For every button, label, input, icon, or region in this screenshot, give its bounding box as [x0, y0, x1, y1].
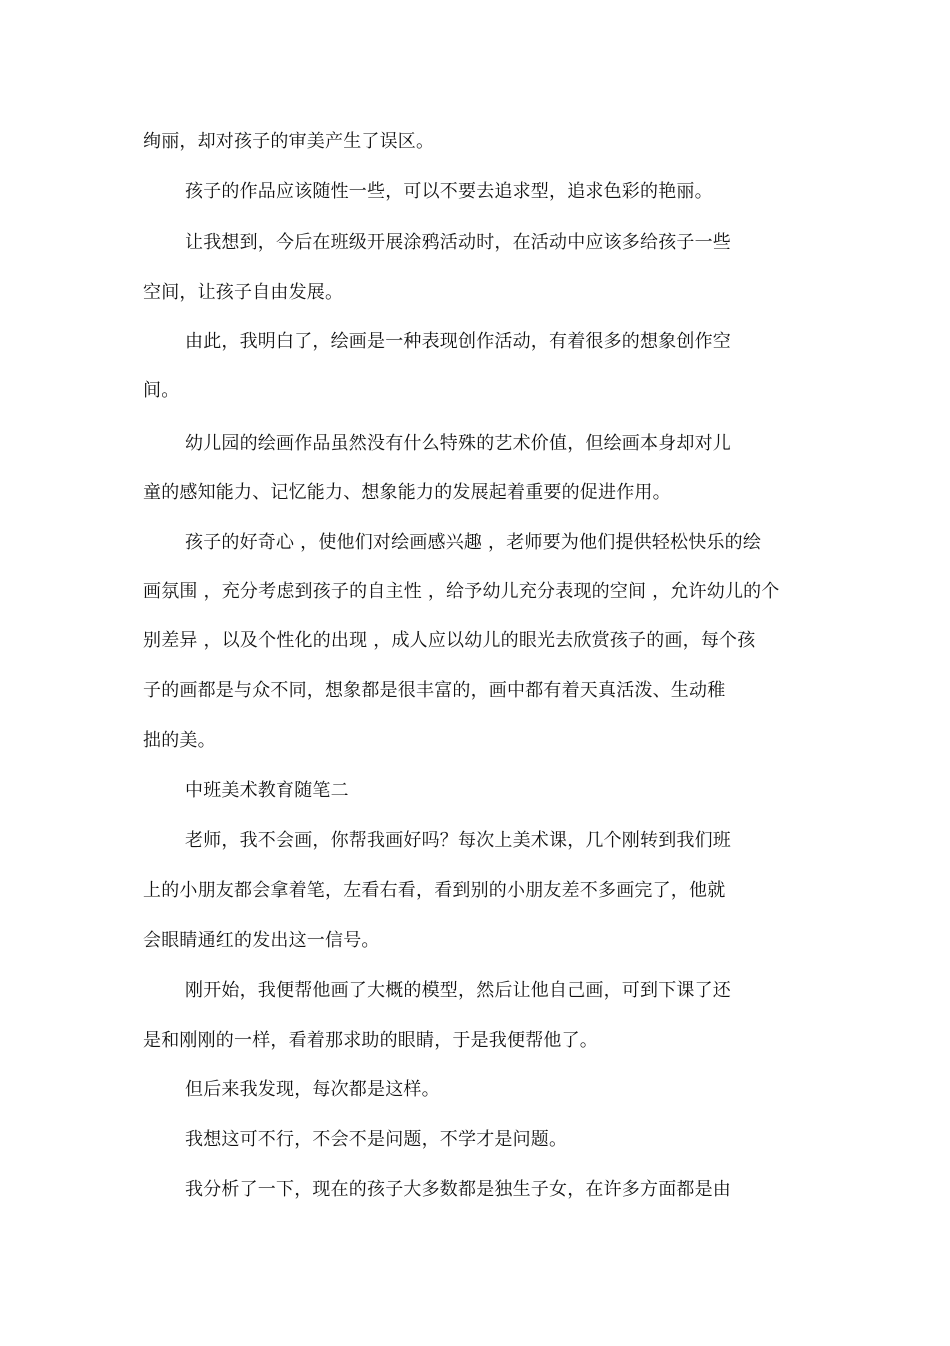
- text-line: 孩子的好奇心 ，使他们对绘画感兴趣 ，老师要为他们提供轻松快乐的绘: [185, 532, 762, 553]
- text-line: 间。: [143, 380, 180, 401]
- text-line: 会眼睛通红的发出这一信号。: [143, 930, 380, 951]
- text-line: 是和刚刚的一样，看着那求助的眼睛，于是我便帮他了。: [143, 1030, 598, 1051]
- text-line: 子的画都是与众不同，想象都是很丰富的，画中都有着天真活泼、生动稚: [143, 680, 726, 701]
- text-line: 老师，我不会画，你帮我画好吗？每次上美术课，几个刚转到我们班: [185, 830, 731, 851]
- text-line: 孩子的作品应该随性一些，可以不要去追求型，追求色彩的艳丽。: [185, 181, 713, 202]
- text-line: 绚丽，却对孩子的审美产生了误区。: [143, 131, 435, 152]
- text-line: 画氛围 ，充分考虑到孩子的自主性 ，给予幼儿充分表现的空间 ，允许幼儿的个: [143, 581, 780, 602]
- text-line: 童的感知能力、记忆能力、想象能力的发展起着重要的促进作用。: [143, 482, 671, 503]
- text-line: 但后来我发现，每次都是这样。: [185, 1079, 440, 1100]
- text-line: 空间，让孩子自由发展。: [143, 282, 344, 303]
- section-heading: 中班美术教育随笔二: [185, 780, 349, 801]
- text-line: 我分析了一下，现在的孩子大多数都是独生子女，在许多方面都是由: [185, 1179, 731, 1200]
- text-line: 幼儿园的绘画作品虽然没有什么特殊的艺术价值，但绘画本身却对儿: [185, 433, 731, 454]
- text-line: 上的小朋友都会拿着笔，左看右看，看到别的小朋友差不多画完了，他就: [143, 880, 726, 901]
- text-line: 刚开始，我便帮他画了大概的模型，然后让他自己画，可到下课了还: [185, 980, 731, 1001]
- text-line: 我想这可不行，不会不是问题，不学才是问题。: [185, 1129, 568, 1150]
- text-line: 让我想到，今后在班级开展涂鸦活动时，在活动中应该多给孩子一些: [185, 232, 731, 253]
- text-line: 拙的美。: [143, 730, 216, 751]
- text-line: 由此，我明白了，绘画是一种表现创作活动，有着很多的想象创作空: [185, 331, 731, 352]
- text-line: 别差异 ，以及个性化的出现 ，成人应以幼儿的眼光去欣赏孩子的画，每个孩: [143, 630, 756, 651]
